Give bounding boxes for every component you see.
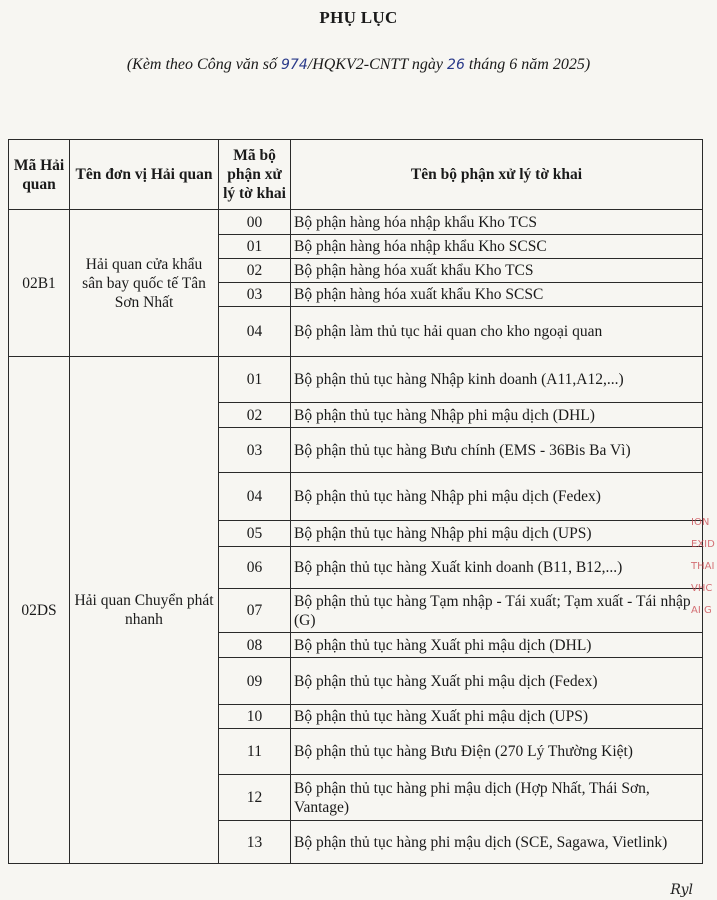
dept-code-cell: 08	[219, 633, 291, 658]
dept-code-cell: 06	[219, 547, 291, 589]
dept-code-cell: 05	[219, 521, 291, 547]
dept-name-cell: Bộ phận thủ tục hàng Nhập phi mậu dịch (Fedex)	[291, 473, 703, 521]
dept-name-cell: Bộ phận thủ tục hàng Xuất phi mậu dịch (DHL)	[291, 633, 703, 658]
header-customs-code: Mã Hải quan	[9, 140, 70, 210]
handwritten-day: 26	[447, 57, 465, 73]
dept-code-cell: 03	[219, 428, 291, 473]
dept-code-cell: 12	[219, 775, 291, 821]
dept-code-cell: 11	[219, 729, 291, 775]
dept-code-cell: 02	[219, 403, 291, 428]
dept-code-cell: 04	[219, 473, 291, 521]
dept-name-cell: Bộ phận thủ tục hàng phi mậu dịch (SCE, Sagawa, Vietlink)	[291, 821, 703, 864]
customs-unit-cell: Hải quan Chuyển phát nhanh	[70, 357, 219, 864]
dept-name-cell: Bộ phận thủ tục hàng Nhập kinh doanh (A11,A12,...)	[291, 357, 703, 403]
header-customs-unit: Tên đơn vị Hải quan	[70, 140, 219, 210]
dept-name-cell: Bộ phận hàng hóa xuất khẩu Kho SCSC	[291, 283, 703, 307]
page-title: PHỤ LỤC	[319, 8, 398, 27]
dept-code-cell: 03	[219, 283, 291, 307]
dept-name-cell: Bộ phận thủ tục hàng Nhập phi mậu dịch (UPS)	[291, 521, 703, 547]
customs-code-cell: 02B1	[9, 210, 70, 357]
dept-name-cell: Bộ phận thủ tục hàng Xuất kinh doanh (B11, B12,...)	[291, 547, 703, 589]
dept-code-cell: 04	[219, 307, 291, 357]
stamp-text: AI G	[691, 605, 712, 616]
dept-name-cell: Bộ phận thủ tục hàng Bưu Điện (270 Lý Thường Kiệt)	[291, 729, 703, 775]
dept-name-cell: Bộ phận thủ tục hàng Xuất phi mậu dịch (Fedex)	[291, 658, 703, 705]
stamp-text: VHC	[691, 583, 713, 594]
dept-code-cell: 02	[219, 259, 291, 283]
handwritten-signature: Ryl	[670, 882, 693, 898]
dept-name-cell: Bộ phận thủ tục hàng Nhập phi mậu dịch (DHL)	[291, 403, 703, 428]
dept-name-cell: Bộ phận thủ tục hàng Tạm nhập - Tái xuất; Tạm xuất - Tái nhập (G)	[291, 589, 703, 633]
header-dept-name: Tên bộ phận xử lý tờ khai	[291, 140, 703, 210]
handwritten-number: 974	[281, 57, 308, 73]
dept-code-cell: 13	[219, 821, 291, 864]
reference-prefix: (Kèm theo Công văn số	[126, 56, 282, 73]
document-reference	[0, 56, 717, 74]
dept-code-cell: 09	[219, 658, 291, 705]
reference-mid: /HQKV2-CNTT ngày	[307, 56, 448, 73]
reference-suffix: tháng 6 năm 2025)	[464, 56, 591, 73]
dept-name-cell: Bộ phận hàng hóa nhập khẩu Kho TCS	[291, 210, 703, 235]
dept-name-cell: Bộ phận thủ tục hàng Bưu chính (EMS - 36Bis Ba Vì)	[291, 428, 703, 473]
header-dept-code: Mã bộ phận xử lý tờ khai	[219, 140, 291, 210]
red-stamp	[691, 512, 717, 632]
dept-code-cell: 07	[219, 589, 291, 633]
dept-code-cell: 01	[219, 357, 291, 403]
dept-code-cell: 01	[219, 235, 291, 259]
stamp-text: ION	[691, 517, 710, 528]
dept-code-cell: 10	[219, 705, 291, 729]
table-header-row	[9, 140, 703, 210]
dept-name-cell: Bộ phận làm thủ tục hải quan cho kho ngoại quan	[291, 307, 703, 357]
dept-name-cell: Bộ phận thủ tục hàng Xuất phi mậu dịch (UPS)	[291, 705, 703, 729]
customs-code-cell: 02DS	[9, 357, 70, 864]
stamp-text: EXID	[691, 539, 715, 550]
dept-name-cell: Bộ phận hàng hóa nhập khẩu Kho SCSC	[291, 235, 703, 259]
dept-code-cell: 00	[219, 210, 291, 235]
table-row	[9, 210, 703, 235]
table-body	[9, 210, 703, 864]
dept-name-cell: Bộ phận thủ tục hàng phi mậu dịch (Hợp Nhất, Thái Sơn, Vantage)	[291, 775, 703, 821]
customs-department-table	[8, 139, 703, 864]
table-row	[9, 357, 703, 403]
stamp-text: THAI	[691, 561, 715, 572]
dept-name-cell: Bộ phận hàng hóa xuất khẩu Kho TCS	[291, 259, 703, 283]
customs-unit-cell: Hải quan cửa khẩu sân bay quốc tế Tân Sơn Nhất	[70, 210, 219, 357]
